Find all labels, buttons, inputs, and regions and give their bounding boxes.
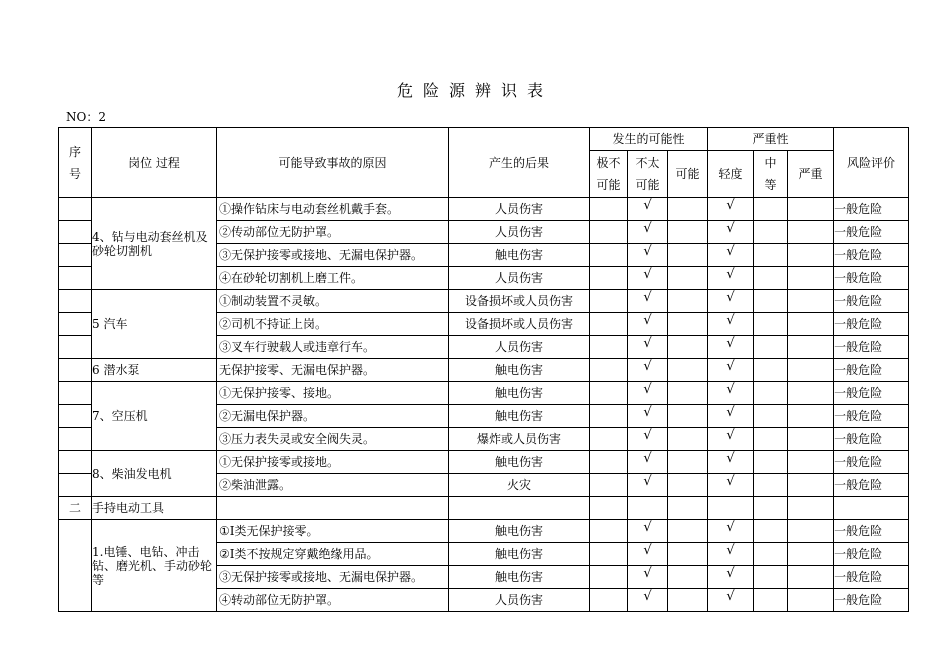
consequence-cell: 爆炸或人员伤害 xyxy=(449,428,590,451)
category-empty-lv2 xyxy=(628,497,668,520)
document-number: NO：2 xyxy=(66,110,106,124)
likelihood-very-unlikely-cell xyxy=(590,451,628,474)
check-mark: √ xyxy=(726,565,735,581)
table-row xyxy=(59,290,909,313)
severity-mild-cell xyxy=(708,221,754,244)
severity-severe-cell xyxy=(788,221,834,244)
seq-cell xyxy=(59,336,92,359)
check-mark: √ xyxy=(643,312,652,328)
likelihood-unlikely-cell xyxy=(628,267,668,290)
header-severity-severe: 严重 xyxy=(788,151,834,198)
table-row xyxy=(59,382,909,405)
check-mark: √ xyxy=(726,243,735,259)
likelihood-unlikely-cell xyxy=(628,566,668,589)
severity-medium-cell xyxy=(754,382,788,405)
likelihood-very-unlikely-cell xyxy=(590,520,628,543)
likelihood-unlikely-cell xyxy=(628,589,668,612)
category-seq: 二 xyxy=(59,497,92,520)
seq-cell xyxy=(59,451,92,474)
severity-mild-cell xyxy=(708,520,754,543)
risk-cell: 一般危险 xyxy=(834,198,909,221)
risk-cell: 一般危险 xyxy=(834,566,909,589)
cause-cell: ②司机不持证上岗。 xyxy=(217,313,449,336)
check-mark: √ xyxy=(643,358,652,374)
cause-cell: ②柴油泄露。 xyxy=(217,474,449,497)
severity-medium-cell xyxy=(754,589,788,612)
consequence-cell: 设备损坏或人员伤害 xyxy=(449,313,590,336)
seq-cell xyxy=(59,382,92,405)
likelihood-possible-cell xyxy=(668,244,708,267)
check-mark: √ xyxy=(643,266,652,282)
severity-severe-cell xyxy=(788,382,834,405)
likelihood-very-unlikely-cell xyxy=(590,290,628,313)
seq-cell xyxy=(59,198,92,221)
cause-cell: ①无保护接零或接地。 xyxy=(217,451,449,474)
likelihood-possible-cell xyxy=(668,313,708,336)
likelihood-unlikely-cell xyxy=(628,290,668,313)
likelihood-very-unlikely-cell xyxy=(590,566,628,589)
seq-cell xyxy=(59,244,92,267)
risk-cell: 一般危险 xyxy=(834,589,909,612)
likelihood-very-unlikely-cell xyxy=(590,198,628,221)
consequence-cell: 人员伤害 xyxy=(449,221,590,244)
likelihood-very-unlikely-cell xyxy=(590,267,628,290)
header-consequence: 产生的后果 xyxy=(449,128,590,198)
consequence-cell: 触电伤害 xyxy=(449,359,590,382)
risk-cell: 一般危险 xyxy=(834,359,909,382)
likelihood-possible-cell xyxy=(668,221,708,244)
check-mark: √ xyxy=(726,404,735,420)
consequence-cell: 触电伤害 xyxy=(449,382,590,405)
header-likelihood-unlikely: 不太 可能 xyxy=(628,151,668,198)
severity-mild-cell xyxy=(708,543,754,566)
consequence-cell: 人员伤害 xyxy=(449,589,590,612)
cause-cell: ①无保护接零、接地。 xyxy=(217,382,449,405)
risk-cell: 一般危险 xyxy=(834,336,909,359)
consequence-cell: 设备损坏或人员伤害 xyxy=(449,290,590,313)
severity-medium-cell xyxy=(754,405,788,428)
severity-severe-cell xyxy=(788,566,834,589)
severity-mild-cell xyxy=(708,336,754,359)
severity-medium-cell xyxy=(754,336,788,359)
cause-cell: ③无保护接零或接地、无漏电保护器。 xyxy=(217,566,449,589)
header-cause: 可能导致事故的原因 xyxy=(217,128,449,198)
severity-medium-cell xyxy=(754,474,788,497)
severity-severe-cell xyxy=(788,336,834,359)
likelihood-very-unlikely-cell xyxy=(590,428,628,451)
seq-cell xyxy=(59,221,92,244)
severity-mild-cell xyxy=(708,566,754,589)
severity-severe-cell xyxy=(788,267,834,290)
consequence-cell: 人员伤害 xyxy=(449,198,590,221)
likelihood-very-unlikely-cell xyxy=(590,359,628,382)
severity-medium-cell xyxy=(754,451,788,474)
severity-mild-cell xyxy=(708,474,754,497)
likelihood-possible-cell xyxy=(668,382,708,405)
likelihood-unlikely-cell xyxy=(628,474,668,497)
category-empty-lv3 xyxy=(668,497,708,520)
severity-severe-cell xyxy=(788,520,834,543)
risk-cell: 一般危险 xyxy=(834,405,909,428)
severity-medium-cell xyxy=(754,566,788,589)
likelihood-possible-cell xyxy=(668,290,708,313)
seq-cell xyxy=(59,520,92,612)
risk-cell: 一般危险 xyxy=(834,451,909,474)
check-mark: √ xyxy=(643,427,652,443)
severity-mild-cell xyxy=(708,451,754,474)
likelihood-very-unlikely-cell xyxy=(590,313,628,336)
seq-cell xyxy=(59,359,92,382)
severity-mild-cell xyxy=(708,313,754,336)
hazard-table xyxy=(58,127,909,612)
likelihood-very-unlikely-cell xyxy=(590,543,628,566)
severity-severe-cell xyxy=(788,405,834,428)
severity-severe-cell xyxy=(788,313,834,336)
risk-cell: 一般危险 xyxy=(834,382,909,405)
likelihood-unlikely-cell xyxy=(628,382,668,405)
likelihood-very-unlikely-cell xyxy=(590,336,628,359)
likelihood-possible-cell xyxy=(668,589,708,612)
check-mark: √ xyxy=(726,312,735,328)
severity-severe-cell xyxy=(788,474,834,497)
severity-mild-cell xyxy=(708,198,754,221)
seq-cell xyxy=(59,267,92,290)
seq-cell xyxy=(59,290,92,313)
check-mark: √ xyxy=(726,450,735,466)
consequence-cell: 触电伤害 xyxy=(449,451,590,474)
table-row xyxy=(59,198,909,221)
likelihood-very-unlikely-cell xyxy=(590,244,628,267)
check-mark: √ xyxy=(726,335,735,351)
seq-cell xyxy=(59,313,92,336)
check-mark: √ xyxy=(726,542,735,558)
severity-medium-cell xyxy=(754,290,788,313)
check-mark: √ xyxy=(643,381,652,397)
severity-severe-cell xyxy=(788,428,834,451)
process-cell: 4、钻与电动套丝机及砂轮切割机 xyxy=(92,198,217,290)
cause-cell: ②传动部位无防护罩。 xyxy=(217,221,449,244)
severity-medium-cell xyxy=(754,198,788,221)
likelihood-possible-cell xyxy=(668,451,708,474)
check-mark: √ xyxy=(643,450,652,466)
check-mark: √ xyxy=(726,289,735,305)
severity-mild-cell xyxy=(708,589,754,612)
likelihood-unlikely-cell xyxy=(628,336,668,359)
check-mark: √ xyxy=(643,220,652,236)
likelihood-very-unlikely-cell xyxy=(590,474,628,497)
likelihood-possible-cell xyxy=(668,198,708,221)
check-mark: √ xyxy=(643,404,652,420)
check-mark: √ xyxy=(643,565,652,581)
risk-cell: 一般危险 xyxy=(834,290,909,313)
risk-cell: 一般危险 xyxy=(834,428,909,451)
likelihood-very-unlikely-cell xyxy=(590,382,628,405)
severity-mild-cell xyxy=(708,244,754,267)
severity-severe-cell xyxy=(788,451,834,474)
likelihood-unlikely-cell xyxy=(628,359,668,382)
risk-cell: 一般危险 xyxy=(834,313,909,336)
category-empty-sv3 xyxy=(788,497,834,520)
consequence-cell: 触电伤害 xyxy=(449,566,590,589)
likelihood-unlikely-cell xyxy=(628,428,668,451)
cause-cell: ②Ⅰ类不按规定穿戴绝缘用品。 xyxy=(217,543,449,566)
likelihood-unlikely-cell xyxy=(628,520,668,543)
severity-mild-cell xyxy=(708,428,754,451)
check-mark: √ xyxy=(726,381,735,397)
check-mark: √ xyxy=(643,588,652,604)
header-likelihood: 发生的可能性 xyxy=(590,128,708,151)
likelihood-possible-cell xyxy=(668,267,708,290)
cause-cell: ②无漏电保护器。 xyxy=(217,405,449,428)
process-cell: 8、柴油发电机 xyxy=(92,451,217,497)
check-mark: √ xyxy=(726,220,735,236)
severity-severe-cell xyxy=(788,290,834,313)
header-severity-mild: 轻度 xyxy=(708,151,754,198)
severity-severe-cell xyxy=(788,244,834,267)
check-mark: √ xyxy=(643,473,652,489)
cause-cell: ③压力表失灵或安全阀失灵。 xyxy=(217,428,449,451)
category-label: 手持电动工具 xyxy=(92,497,217,520)
check-mark: √ xyxy=(726,588,735,604)
likelihood-unlikely-cell xyxy=(628,543,668,566)
consequence-cell: 人员伤害 xyxy=(449,267,590,290)
severity-mild-cell xyxy=(708,359,754,382)
category-empty-risk xyxy=(834,497,909,520)
likelihood-possible-cell xyxy=(668,520,708,543)
header-severity-medium: 中 等 xyxy=(754,151,788,198)
cause-cell: ③叉车行驶载人或违章行车。 xyxy=(217,336,449,359)
category-empty-consequence xyxy=(449,497,590,520)
likelihood-possible-cell xyxy=(668,405,708,428)
header-likelihood-very-unlikely: 极不 可能 xyxy=(590,151,628,198)
check-mark: √ xyxy=(643,542,652,558)
cause-cell: ④在砂轮切割机上磨工件。 xyxy=(217,267,449,290)
cause-cell: 无保护接零、无漏电保护器。 xyxy=(217,359,449,382)
likelihood-possible-cell xyxy=(668,543,708,566)
cause-cell: ④转动部位无防护罩。 xyxy=(217,589,449,612)
check-mark: √ xyxy=(726,197,735,213)
check-mark: √ xyxy=(726,427,735,443)
header-risk: 风险评价 xyxy=(834,128,909,198)
seq-cell xyxy=(59,405,92,428)
check-mark: √ xyxy=(643,335,652,351)
category-empty-cause xyxy=(217,497,449,520)
likelihood-possible-cell xyxy=(668,428,708,451)
severity-mild-cell xyxy=(708,267,754,290)
category-row xyxy=(59,497,909,520)
cause-cell: ①操作钻床与电动套丝机戴手套。 xyxy=(217,198,449,221)
category-empty-sv1 xyxy=(708,497,754,520)
consequence-cell: 触电伤害 xyxy=(449,244,590,267)
severity-medium-cell xyxy=(754,221,788,244)
header-likelihood-possible: 可能 xyxy=(668,151,708,198)
consequence-cell: 触电伤害 xyxy=(449,543,590,566)
risk-cell: 一般危险 xyxy=(834,221,909,244)
category-empty-lv1 xyxy=(590,497,628,520)
likelihood-possible-cell xyxy=(668,566,708,589)
likelihood-possible-cell xyxy=(668,336,708,359)
process-cell: 1.电锤、电钻、冲击钻、磨光机、手动砂轮等 xyxy=(92,520,217,612)
severity-medium-cell xyxy=(754,244,788,267)
likelihood-unlikely-cell xyxy=(628,244,668,267)
severity-severe-cell xyxy=(788,589,834,612)
likelihood-unlikely-cell xyxy=(628,451,668,474)
header-severity: 严重性 xyxy=(708,128,834,151)
consequence-cell: 火灾 xyxy=(449,474,590,497)
likelihood-unlikely-cell xyxy=(628,405,668,428)
severity-medium-cell xyxy=(754,267,788,290)
header-seq: 序 号 xyxy=(59,128,92,198)
risk-cell: 一般危险 xyxy=(834,267,909,290)
consequence-cell: 触电伤害 xyxy=(449,405,590,428)
check-mark: √ xyxy=(726,358,735,374)
severity-mild-cell xyxy=(708,290,754,313)
header-process: 岗位 过程 xyxy=(92,128,217,198)
cause-cell: ③无保护接零或接地、无漏电保护器。 xyxy=(217,244,449,267)
table-row xyxy=(59,359,909,382)
check-mark: √ xyxy=(643,289,652,305)
check-mark: √ xyxy=(726,473,735,489)
cause-cell: ①制动装置不灵敏。 xyxy=(217,290,449,313)
check-mark: √ xyxy=(643,243,652,259)
check-mark: √ xyxy=(643,519,652,535)
severity-mild-cell xyxy=(708,405,754,428)
risk-cell: 一般危险 xyxy=(834,244,909,267)
process-cell: 6 潜水泵 xyxy=(92,359,217,382)
severity-medium-cell xyxy=(754,520,788,543)
severity-mild-cell xyxy=(708,382,754,405)
table-row xyxy=(59,451,909,474)
likelihood-very-unlikely-cell xyxy=(590,405,628,428)
seq-cell xyxy=(59,428,92,451)
check-mark: √ xyxy=(726,519,735,535)
likelihood-unlikely-cell xyxy=(628,221,668,244)
consequence-cell: 人员伤害 xyxy=(449,336,590,359)
risk-cell: 一般危险 xyxy=(834,520,909,543)
consequence-cell: 触电伤害 xyxy=(449,520,590,543)
category-empty-sv2 xyxy=(754,497,788,520)
likelihood-very-unlikely-cell xyxy=(590,221,628,244)
process-cell: 7、空压机 xyxy=(92,382,217,451)
severity-medium-cell xyxy=(754,543,788,566)
severity-severe-cell xyxy=(788,198,834,221)
process-cell: 5 汽车 xyxy=(92,290,217,359)
cause-cell: ①Ⅰ类无保护接零。 xyxy=(217,520,449,543)
risk-cell: 一般危险 xyxy=(834,543,909,566)
likelihood-unlikely-cell xyxy=(628,198,668,221)
severity-medium-cell xyxy=(754,428,788,451)
likelihood-unlikely-cell xyxy=(628,313,668,336)
severity-medium-cell xyxy=(754,359,788,382)
table-row xyxy=(59,520,909,543)
seq-cell xyxy=(59,474,92,497)
likelihood-possible-cell xyxy=(668,474,708,497)
risk-cell: 一般危险 xyxy=(834,474,909,497)
page-title: 危险源辨识表 xyxy=(396,81,553,100)
severity-severe-cell xyxy=(788,359,834,382)
likelihood-possible-cell xyxy=(668,359,708,382)
severity-medium-cell xyxy=(754,313,788,336)
check-mark: √ xyxy=(643,197,652,213)
severity-severe-cell xyxy=(788,543,834,566)
likelihood-very-unlikely-cell xyxy=(590,589,628,612)
check-mark: √ xyxy=(726,266,735,282)
